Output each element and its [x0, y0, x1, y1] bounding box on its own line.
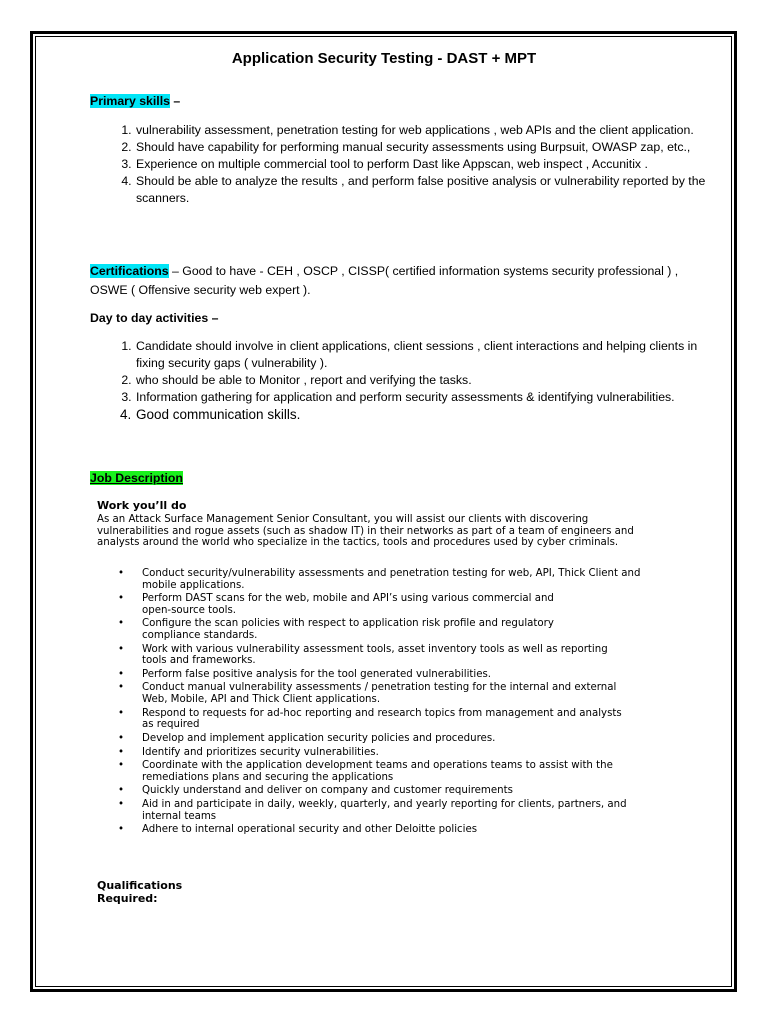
work-heading: Work you’ll do — [97, 499, 187, 512]
certifications-text: – Good to have - CEH , OSCP , CISSP( certified information systems security professional ) , OSWE ( Offensive security web expert ). — [90, 264, 679, 297]
list-item: • Conduct security/vulnerability assessments and penetration testing for web, API, Thick Client and mobile applications. — [142, 568, 642, 591]
job-bullets — [97, 568, 712, 838]
list-item: 4. Good communication skills. — [135, 406, 725, 423]
list-item: • Perform false positive analysis for the tool generated vulnerabilities. — [142, 669, 712, 681]
primary-skills-label: Primary skills — [90, 94, 170, 108]
day-to-day-heading: Day to day activities – — [90, 311, 219, 325]
list-item: • Conduct manual vulnerability assessments / penetration testing for the internal and external Web, Mobile, API and Thick Client applications. — [142, 682, 622, 705]
job-intro: As an Attack Surface Management Senior Consultant, you will assist our clients with discovering vulnerabilities and rogue assets (such as shadow IT) in their networks as part of a team of engineers and analysts around the world who specialize in the tactics, tools and procedures used by cyber criminals. — [97, 514, 634, 548]
list-item: • Adhere to internal operational security and other Deloitte policies — [142, 824, 712, 836]
primary-skills-suffix: – — [169, 94, 181, 108]
list-item: • Coordinate with the application development teams and operations teams to assist with the remediations plans and securing the applications — [142, 760, 672, 783]
list-item: 4. Should be able to analyze the results , and perform false positive analysis or vulnerability reported by the scanners. — [135, 173, 725, 207]
list-item: 3. Information gathering for application and perform security assessments & identifying vulnerabilities. — [135, 389, 725, 406]
list-item: • Respond to requests for ad-hoc reporting and research topics from management and analysts as required — [142, 708, 632, 731]
certifications-paragraph — [90, 262, 690, 300]
list-item: 2. who should be able to Monitor , report and verifying the tasks. — [135, 372, 725, 389]
day-to-day-list — [90, 338, 725, 423]
certifications-label: Certifications — [90, 264, 169, 278]
list-item: • Develop and implement application security policies and procedures. — [142, 733, 712, 745]
list-item: • Quickly understand and deliver on company and customer requirements — [142, 785, 712, 797]
list-item: 1. Candidate should involve in client applications, client sessions , client interactions and helping clients in fixing security gaps ( vulnerability ). — [135, 338, 725, 372]
list-item: • Aid in and participate in daily, weekly, quarterly, and yearly reporting for clients, partners, and internal teams — [142, 799, 662, 822]
job-description-label: Job Description — [90, 471, 183, 485]
document-title: Application Security Testing - DAST + MPT — [231, 50, 537, 67]
list-item: • Perform DAST scans for the web, mobile and API’s using various commercial and open-source tools. — [142, 593, 582, 616]
list-item: 3. Experience on multiple commercial tool to perform Dast like Appscan, web inspect , Accunitix . — [135, 156, 725, 173]
list-item: • Configure the scan policies with respect to application risk profile and regulatory compliance standards. — [142, 618, 562, 641]
primary-skills-heading — [90, 94, 180, 108]
primary-skills-list — [90, 122, 725, 207]
job-description-heading — [90, 471, 183, 485]
list-item: 1. vulnerability assessment, penetration testing for web applications , web APIs and the client application. — [135, 122, 725, 139]
list-item: 2. Should have capability for performing manual security assessments using Burpsuit, OWASP zap, etc., — [135, 139, 725, 156]
list-item: • Work with various vulnerability assessment tools, asset inventory tools as well as reporting tools and frameworks. — [142, 644, 612, 667]
qualifications-heading: Qualifications — [97, 879, 183, 892]
list-item: • Identify and prioritizes security vulnerabilities. — [142, 747, 712, 759]
required-heading: Required: — [97, 892, 158, 905]
